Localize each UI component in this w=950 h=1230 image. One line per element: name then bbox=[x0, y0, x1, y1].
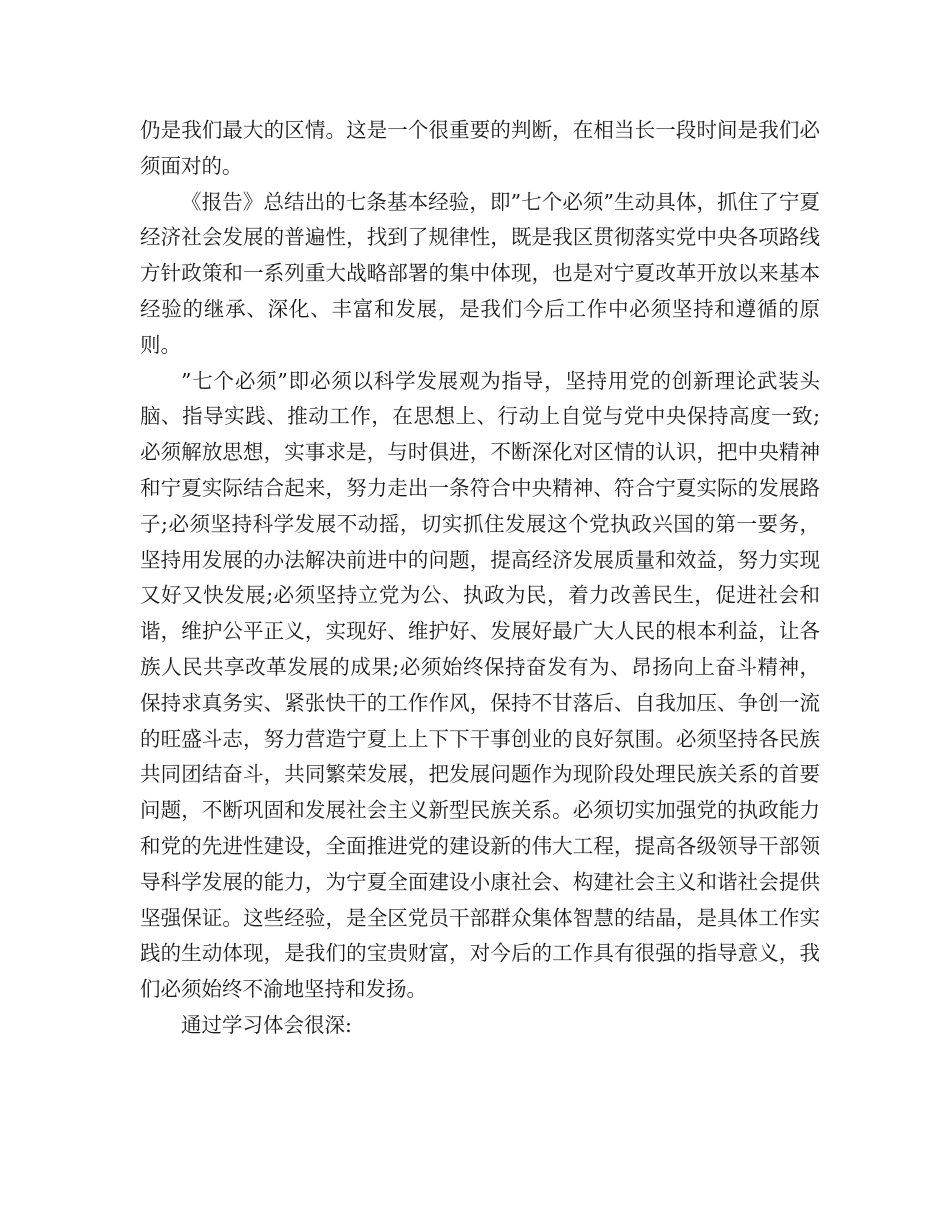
paragraph-seven-musts: ”七个必须”即必须以科学发展观为指导，坚持用党的创新理论武装头脑、指导实践、推动工作，在思想上、行动上自觉与党中央保持高度一致;必须解放思想，实事求是，与时俱进，不断深化对区情的认识，把中央精神和宁夏实际结合起来，努力走出一条符合中央精神、符合宁夏实际的发展路子;必须坚持科学发展不动摇，切实抓住发展这个党执政兴国的第一要务，坚持用发展的办法解决前进中的问题，提高经济发展质量和效益，努力实现又好又快发展;必须坚持立党为公、执政为民，着力改善民生，促进社会和谐，维护公平正义，实现好、维护好、发展好最广大人民的根本利益，让各族人民共享改革发展的成果;必须始终保持奋发有为、昂扬向上奋斗精神，保持求真务实、紧张快干的工作作风，保持不甘落后、自我加压、争创一流的旺盛斗志，努力营造宁夏上上下下干事创业的良好氛围。必须坚持各民族共同团结奋斗，共同繁荣发展，把发展问题作为现阶段处理民族关系的首要问题，不断巩固和发展社会主义新型民族关系。必须切实加强党的执政能力和党的先进性建设，全面推进党的建设新的伟大工程，提高各级领导干部领导科学发展的能力，为宁夏全面建设小康社会、构建社会主义和谐社会提供坚强保证。这些经验，是全区党员干部群众集体智慧的结晶，是具体工作实践的生动体现，是我们的宝贵财富，对今后的工作具有很强的指导意义，我们必须始终不渝地坚持和发扬。 bbox=[140, 368, 820, 1002]
paragraph-study-reflection: 通过学习体会很深: bbox=[181, 1012, 352, 1037]
paragraph-seven-experiences: 《报告》总结出的七条基本经验，即”七个必须”生动具体，抓住了宁夏经济社会发展的普遍性，找到了规律性，既是我区贯彻落实党中央各项路线方针政策和一系列重大战略部署的集中体现，也是对宁夏改革开放以来基本经验的继承、深化、丰富和发展，是我们今后工作中必须坚持和遵循的原则。 bbox=[140, 189, 820, 357]
paragraph-continuation: 仍是我们最大的区情。这是一个很重要的判断，在相当长一段时间是我们必须面对的。 bbox=[140, 118, 820, 178]
document-body bbox=[140, 113, 820, 1044]
